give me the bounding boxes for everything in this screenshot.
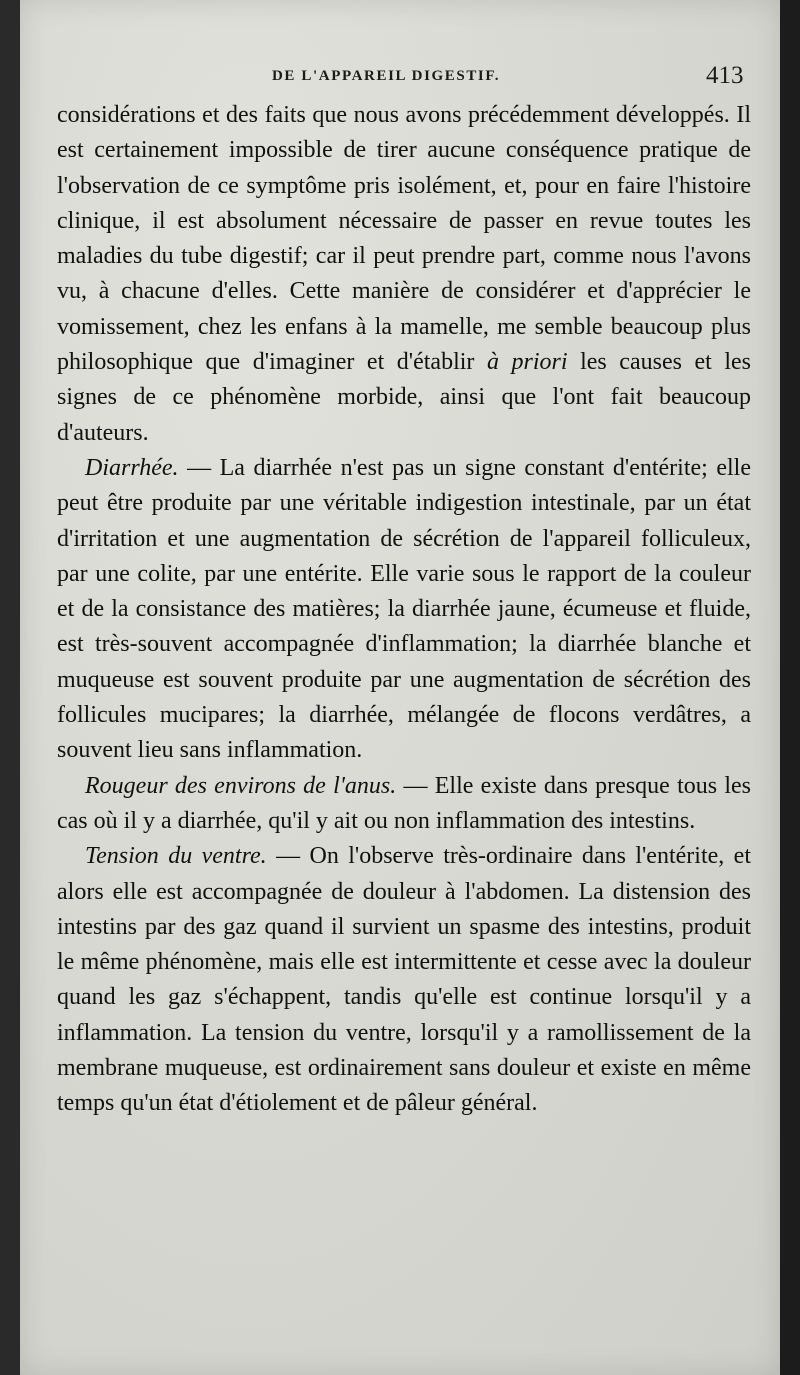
page-edge-shadow	[780, 0, 800, 1375]
running-head	[0, 62, 800, 92]
paragraph-text: considérations et des faits que nous avons précédemment développés. Il est certainement impossible de tirer aucune conséquence pratique de l'observation de ce symptôme pris isolément, et, pour en faire l'histoire clinique, il est absolument nécessaire de passer en revue toutes les maladies du tube digestif; car il peut prendre part, comme nous l'avons vu, à chacune d'elles. Cette manière de considérer et d'apprécier le vomissement, chez les enfans à la mamelle, me semble beaucoup plus philosophique que d'imaginer et d'établir	[57, 102, 751, 376]
page-number: 413	[706, 62, 744, 89]
running-title: DE L'APPAREIL DIGESTIF.	[272, 68, 501, 84]
paragraph-rougeur	[57, 769, 751, 840]
paragraph-text: les causes et les signes de ce phénomène morbide, ainsi que l'ont fait beaucoup d'auteurs.	[57, 349, 752, 446]
section-lead-diarrhee: Diarrhée.	[85, 454, 179, 481]
paragraph-tension	[57, 839, 751, 1121]
section-lead-tension: Tension du ventre.	[85, 843, 267, 870]
paragraph-text: — On l'observe très-ordinaire dans l'entérite, et alors elle est accompagnée de douleur à l'abdomen. La distension des intestins par des gaz quand il survient un spasme des intestins, produit le même phénomène, mais elle est intermittente et cesse avec la douleur quand les gaz s'échappent, tandis qu'elle est continue lorsqu'il y a inflammation. La tension du ventre, lorsqu'il y a ramollissement de la membrane muqueuse, est ordinairement sans douleur et existe en même temps qu'un état d'étiolement et de pâleur général.	[57, 843, 751, 1117]
section-lead-rougeur: Rougeur des environs de l'anus.	[85, 772, 397, 799]
paragraph-diarrhee	[57, 451, 751, 769]
body-text	[57, 98, 751, 1122]
paragraph-text: — La diarrhée n'est pas un signe constant d'entérite; elle peut être produite par une véritable indigestion intestinale, par un état d'irritation et une augmentation de sécrétion de l'appareil folliculeux, par une colite, par une entérite. Elle varie sous le rapport de la couleur et de la consistance des matières; la diarrhée jaune, écumeuse et fluide, est très-souvent accompagnée d'inflammation; la diarrhée blanche et muqueuse est souvent produite par une augmentation de sécrétion des follicules mucipares; la diarrhée, mélangée de flocons verdâtres, a souvent lieu sans inflammation.	[57, 454, 751, 764]
italic-phrase: à priori	[486, 349, 568, 376]
paragraph-text: — Elle existe dans presque tous les cas où il y a diarrhée, qu'il y ait ou non inflammation des intestins.	[57, 772, 751, 834]
paragraph-vomissement-conclusion	[57, 98, 751, 451]
